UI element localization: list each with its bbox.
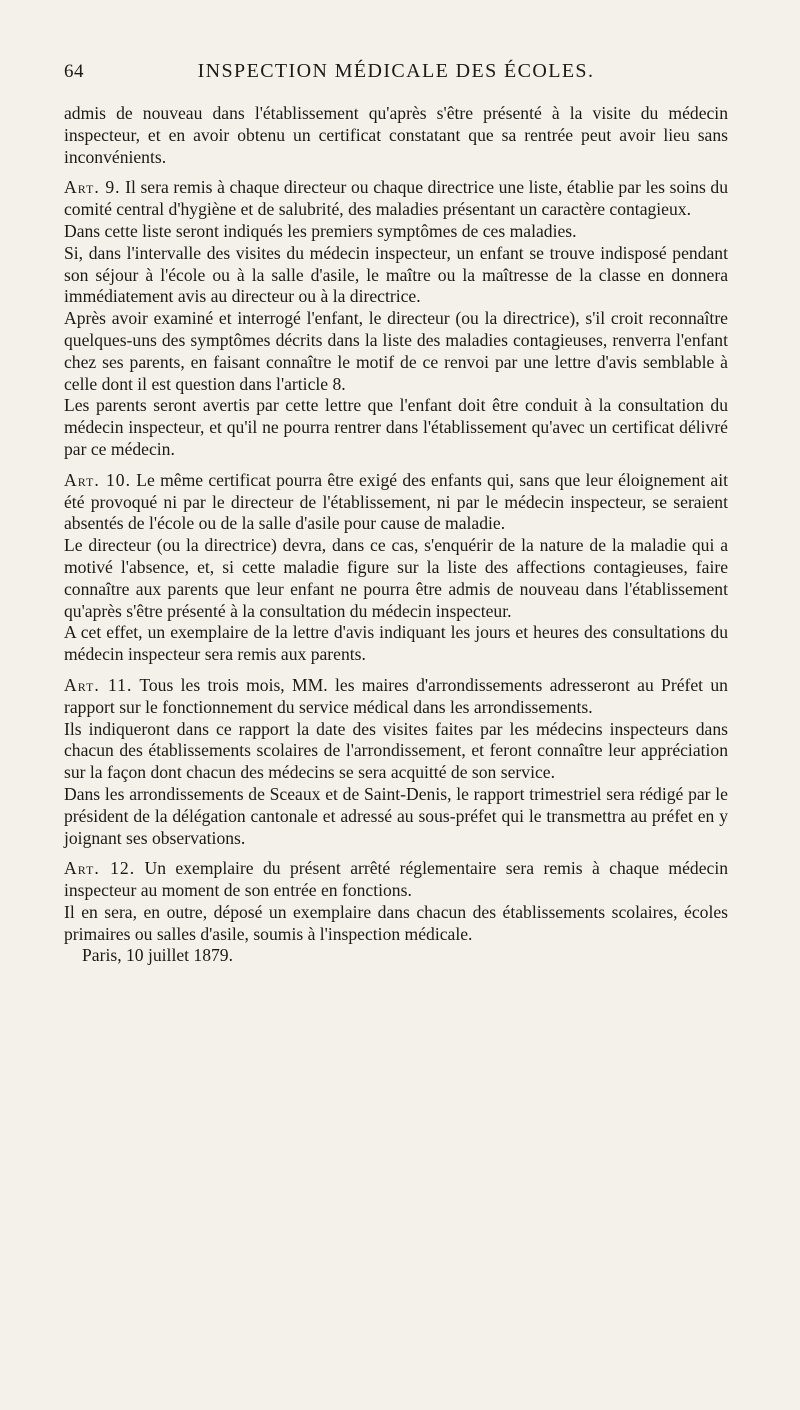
signature-date: Paris, 10 juillet 1879. bbox=[82, 945, 234, 966]
article-label: Art. 12. bbox=[64, 858, 136, 879]
article-9: Art. 9. Il sera remis à chaque directeur ou chaque directrice une liste, établie par les soins du comité central d'hygiène et de salubrité, des maladies présentant un caractère contagieux. bbox=[64, 177, 728, 220]
page-header bbox=[64, 60, 728, 83]
paragraph: Le directeur (ou la directrice) devra, dans ce cas, s'enquérir de la nature de la maladie qui a motivé l'absence, et, si cette maladie figure sur la liste des affections contagieuses, faire connaître aux parents que leur enfant ne pourra être admis de nouveau dans l'établissement qu'après s'être présenté à la consultation du médecin inspecteur. bbox=[64, 535, 728, 621]
paragraph: Dans cette liste seront indiqués les premiers symptômes de ces maladies. bbox=[64, 220, 577, 241]
paragraph: A cet effet, un exemplaire de la lettre d'avis indiquant les jours et heures des consultations du médecin inspecteur sera remis aux parents. bbox=[64, 622, 728, 665]
article-12: Art. 12. Un exemplaire du présent arrêté réglementaire sera remis à chaque médecin inspecteur au moment de son entrée en fonctions. bbox=[64, 858, 729, 901]
paragraph: Il en sera, en outre, déposé un exemplaire dans chacun des établissements scolaires, écoles primaires ou salles d'asile, soumis à l'inspection médicale. bbox=[64, 901, 728, 944]
article-label: Art. 10. bbox=[64, 469, 131, 490]
paragraph: Après avoir examiné et interrogé l'enfant, le directeur (ou la directrice), s'il croit reconnaître quelques-uns des symptômes décrits dans la liste des maladies contagieuses, renverra l'enfant chez ses parents, en faisant connaître le motif de ce renvoi par une lettre d'avis semblable à celle dont il est question dans l'article 8. bbox=[64, 308, 728, 394]
running-title: INSPECTION MÉDICALE DES ÉCOLES. bbox=[197, 60, 595, 82]
article-10: Art. 10. Le même certificat pourra être exigé des enfants qui, sans que leur éloignement ait été provoqué ni par le directeur de l'établissement, ni par le médecin inspecteur, se seraient absentés de l'école ou de la salle d'asile pour cause de maladie. bbox=[64, 469, 728, 534]
document-body bbox=[64, 103, 728, 967]
article-label: Art. 11. bbox=[64, 674, 133, 695]
page-number: 64 bbox=[64, 61, 84, 82]
document-page bbox=[64, 60, 728, 967]
paragraph: Les parents seront avertis par cette lettre que l'enfant doit être conduit à la consultation du médecin inspecteur, et qu'il ne pourra rentrer dans l'établissement qu'avec un certificat délivré par ce médecin. bbox=[64, 395, 728, 459]
article-11: Art. 11. Tous les trois mois, MM. les maires d'arrondissements adresseront au Préfet un rapport sur le fonctionnement du service médical dans les arrondissements. bbox=[64, 674, 728, 717]
article-label: Art. 9. bbox=[64, 177, 121, 198]
paragraph: Ils indiqueront dans ce rapport la date des visites faites par les médecins inspecteurs dans chacun des établissements scolaires de l'arrondissement, et feront connaître leur appréciation sur la façon dont chacun des médecins se sera acquitté de son service. bbox=[64, 718, 728, 783]
paragraph: Dans les arrondissements de Sceaux et de Saint-Denis, le rapport trimestriel sera rédigé par le président de la délégation cantonale et adressé au sous-préfet qui le transmettra au préfet en y joignant ses observations. bbox=[64, 783, 728, 848]
paragraph-continuation: admis de nouveau dans l'établissement qu'après s'être présenté à la visite du médecin inspecteur, et en avoir obtenu un certificat constatant que sa rentrée peut avoir lieu sans inconvénients. bbox=[64, 103, 728, 167]
paragraph: Si, dans l'intervalle des visites du médecin inspecteur, un enfant se trouve indisposé pendant son séjour à l'école ou à la salle d'asile, le maître ou la maîtresse de la classe en donnera immédiatement avis au directeur ou à la directrice. bbox=[64, 242, 728, 307]
